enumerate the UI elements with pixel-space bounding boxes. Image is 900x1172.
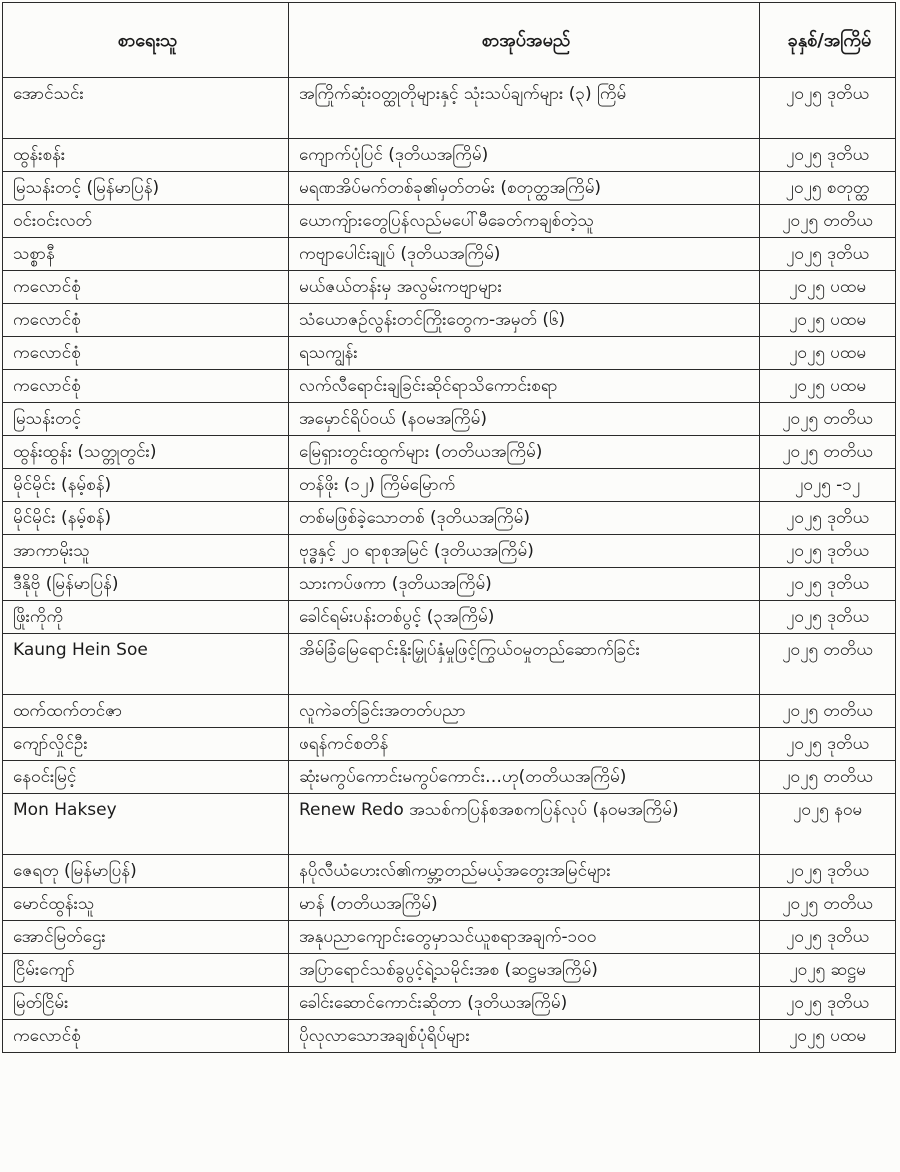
author-cell: ငြိမ်းကျော် (3, 954, 289, 987)
book-title-cell: ပိုလုလာသောအချစ်ပုံရိပ်များ (289, 1020, 760, 1053)
table-row (3, 238, 896, 271)
author-cell: အောင်မြတ်ဌေး (3, 921, 289, 954)
book-title-cell: မြေရှားတွင်းထွက်များ (တတိယအကြိမ်) (289, 436, 760, 469)
author-cell: ကလောင်စုံ (3, 337, 289, 370)
table-row (3, 304, 896, 337)
book-title-cell: ကျောက်ပုံပြင် (ဒုတိယအကြိမ်) (289, 139, 760, 172)
table-body (3, 78, 896, 1053)
year-edition-cell: ၂၀၂၅ ပထမ (760, 304, 896, 337)
author-cell: Kaung Hein Soe (3, 634, 289, 695)
table-row (3, 695, 896, 728)
year-edition-cell: ၂၀၂၅ ဒုတိယ (760, 601, 896, 634)
author-cell: ကလောင်စုံ (3, 304, 289, 337)
book-title-cell: ရသကျွန်း (289, 337, 760, 370)
book-title-cell: ခေါင်ရမ်းပန်းတစ်ပွင့် (၃အကြိမ်) (289, 601, 760, 634)
book-title-cell: သံယောဇဉ်လွန်းတင်ကြိုးတွေက-အမှတ် (၆) (289, 304, 760, 337)
table-row (3, 794, 896, 855)
author-cell: Mon Haksey (3, 794, 289, 855)
book-title-cell: ဆုံးမကွပ်ကောင်းမကွပ်ကောင်း…ဟု(တတိယအကြိမ်) (289, 761, 760, 794)
author-cell: ဝင်းဝင်းလတ် (3, 205, 289, 238)
book-title-cell: Renew Redo အသစ်ကပြန်စအစကပြန်လုပ် (နဝမအကြိမ်) (289, 794, 760, 855)
author-cell: သစ္စာနီ (3, 238, 289, 271)
year-edition-cell: ၂၀၂၅ တတိယ (760, 888, 896, 921)
year-edition-cell: ၂၀၂၅ ပထမ (760, 370, 896, 403)
table-row (3, 728, 896, 761)
year-edition-cell: ၂၀၂၅ တတိယ (760, 436, 896, 469)
book-title-cell: အနုပညာကျောင်းတွေမှာသင်ယူစရာအချက်-၁၀၀ (289, 921, 760, 954)
book-title-cell: တစ်မဖြစ်ခဲ့သောတစ် (ဒုတိယအကြိမ်) (289, 502, 760, 535)
author-column-header: စာရေးသူ (3, 3, 289, 78)
year-edition-cell: ၂၀၂၅ ဒုတိယ (760, 728, 896, 761)
author-cell: ကလောင်စုံ (3, 1020, 289, 1053)
book-title-cell: ကဗျာပေါင်းချုပ် (ဒုတိယအကြိမ်) (289, 238, 760, 271)
year-edition-cell: ၂၀၂၅ စတုတ္ထ (760, 172, 896, 205)
year-edition-cell: ၂၀၂၅ ဒုတိယ (760, 238, 896, 271)
author-cell: ဇေရတု (မြန်မာပြန်) (3, 855, 289, 888)
year-edition-column-header: ခုနှစ်/အကြိမ် (760, 3, 896, 78)
table-row (3, 921, 896, 954)
book-title-cell: လူကဲခတ်ခြင်းအတတ်ပညာ (289, 695, 760, 728)
table-row (3, 535, 896, 568)
year-edition-cell: ၂၀၂၅ -၁၂ (760, 469, 896, 502)
table-row (3, 888, 896, 921)
author-cell: မိုင်မိုင်း (နမ့်စန်) (3, 502, 289, 535)
author-cell: မြသန်းတင့် (မြန်မာပြန်) (3, 172, 289, 205)
table-row (3, 601, 896, 634)
year-edition-cell: ၂၀၂၅ ဒုတိယ (760, 987, 896, 1020)
author-cell: ကျော်လှိုင်ဦး (3, 728, 289, 761)
author-cell: မိုင်မိုင်း (နမ့်စန်) (3, 469, 289, 502)
book-title-cell: နပိုလီယံဟေးလ်၏ကမ္ဘာ့တည်မယ့်အတွေးအမြင်များ (289, 855, 760, 888)
year-edition-cell: ၂၀၂၅ တတိယ (760, 761, 896, 794)
table-row (3, 139, 896, 172)
author-cell: ကလောင်စုံ (3, 370, 289, 403)
author-cell: ထွန်းထွန်း (သတ္တုတွင်း) (3, 436, 289, 469)
book-title-cell: သားကပ်ဖကာ (ဒုတိယအကြိမ်) (289, 568, 760, 601)
header-row (3, 3, 896, 78)
table-row (3, 205, 896, 238)
table-row (3, 403, 896, 436)
table-row (3, 436, 896, 469)
year-edition-cell: ၂၀၂၅ တတိယ (760, 634, 896, 695)
author-cell: နေဝင်းမြင့် (3, 761, 289, 794)
year-edition-cell: ၂၀၂၅ တတိယ (760, 205, 896, 238)
book-title-cell: မာန် (တတိယအကြိမ်) (289, 888, 760, 921)
author-cell: ကလောင်စုံ (3, 271, 289, 304)
year-edition-cell: ၂၀၂၅ ဆဋ္ဌမ (760, 954, 896, 987)
title-column-header: စာအုပ်အမည် (289, 3, 760, 78)
year-edition-cell: ၂၀၂၅ ဒုတိယ (760, 78, 896, 139)
table-row (3, 337, 896, 370)
table-row (3, 370, 896, 403)
author-cell: ထက်ထက်တင်ဇာ (3, 695, 289, 728)
year-edition-cell: ၂၀၂၅ ဒုတိယ (760, 535, 896, 568)
year-edition-cell: ၂၀၂၅ တတိယ (760, 695, 896, 728)
book-list-table (2, 2, 896, 1053)
year-edition-cell: ၂၀၂၅ နဝမ (760, 794, 896, 855)
table-row (3, 1020, 896, 1053)
year-edition-cell: ၂၀၂၅ တတိယ (760, 403, 896, 436)
year-edition-cell: ၂၀၂၅ ဒုတိယ (760, 139, 896, 172)
author-cell: မြတ်ငြိမ်း (3, 987, 289, 1020)
table-row (3, 761, 896, 794)
table-row (3, 469, 896, 502)
table-row (3, 987, 896, 1020)
author-cell: အောင်သင်း (3, 78, 289, 139)
book-title-cell: လက်လီရောင်းချခြင်းဆိုင်ရာသိကောင်းစရာ (289, 370, 760, 403)
year-edition-cell: ၂၀၂၅ ဒုတိယ (760, 568, 896, 601)
author-cell: ဖြိုးကိုကို (3, 601, 289, 634)
table-row (3, 502, 896, 535)
book-title-cell: ယောကျ်ားတွေပြန်လည်မပေါ်မီခေတ်ကချစ်တဲ့သူ (289, 205, 760, 238)
book-title-cell: မရဏအိပ်မက်တစ်ခု၏မှတ်တမ်း (စတုတ္ထအကြိမ်) (289, 172, 760, 205)
book-title-cell: အကြိုက်ဆုံးဝတ္ထုတိုများနှင့် သုံးသပ်ချက်များ (၃) ကြိမ် (289, 78, 760, 139)
table-row (3, 78, 896, 139)
table-row (3, 634, 896, 695)
author-cell: မောင်ထွန်းသူ (3, 888, 289, 921)
book-title-cell: တန်ဖိုး (၁၂) ကြိမ်မြောက် (289, 469, 760, 502)
table-row (3, 954, 896, 987)
year-edition-cell: ၂၀၂၅ ပထမ (760, 271, 896, 304)
book-title-cell: မယ်ဇယ်တန်းမှ အလွမ်းကဗျာများ (289, 271, 760, 304)
book-title-cell: ခေါင်းဆောင်ကောင်းဆိုတာ (ဒုတိယအကြိမ်) (289, 987, 760, 1020)
author-cell: ထွန်းစန်း (3, 139, 289, 172)
table-row (3, 271, 896, 304)
year-edition-cell: ၂၀၂၅ ဒုတိယ (760, 921, 896, 954)
table-row (3, 172, 896, 205)
author-cell: မြသန်းတင့် (3, 403, 289, 436)
author-cell: ဒီနိုဗို (မြန်မာပြန်) (3, 568, 289, 601)
book-title-cell: အိမ်ခြံမြေရောင်းနိုးမြှုပ်နှံမှုဖြင့်ကြွယ်ဝမှုတည်ဆောက်ခြင်း (289, 634, 760, 695)
year-edition-cell: ၂၀၂၅ ပထမ (760, 337, 896, 370)
author-cell: အာကာမိုးသူ (3, 535, 289, 568)
book-title-cell: ဖရန်ကင်စတိန် (289, 728, 760, 761)
year-edition-cell: ၂၀၂၅ ပထမ (760, 1020, 896, 1053)
book-title-cell: အမှောင်ရိပ်ဝယ် (နဝမအကြိမ်) (289, 403, 760, 436)
year-edition-cell: ၂၀၂၅ ဒုတိယ (760, 502, 896, 535)
table-row (3, 855, 896, 888)
book-title-cell: ဗုဒ္ဓနှင့် ၂၀ ရာစုအမြင် (ဒုတိယအကြိမ်) (289, 535, 760, 568)
table-row (3, 568, 896, 601)
book-title-cell: အပြာရောင်သစ်ခွပွင့်ရဲ့သမိုင်းအစ (ဆဋ္ဌမအကြိမ်) (289, 954, 760, 987)
year-edition-cell: ၂၀၂၅ ဒုတိယ (760, 855, 896, 888)
